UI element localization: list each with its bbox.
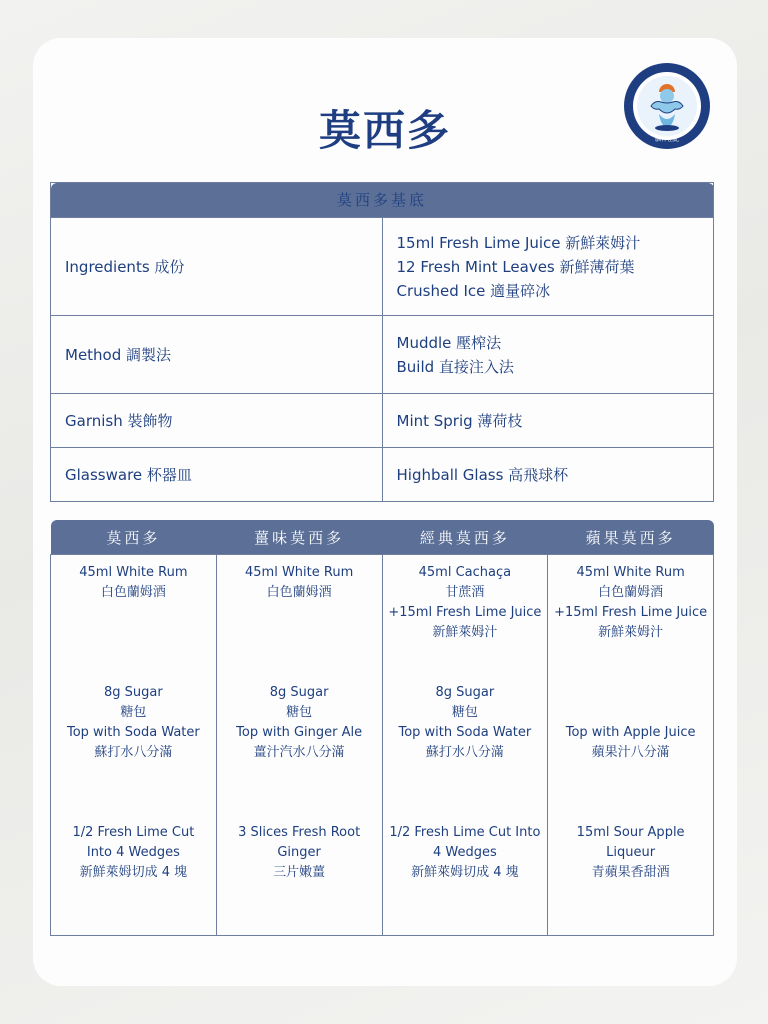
variant-line: Top with Ginger Ale <box>236 725 363 740</box>
variant-line: 新鮮萊姆切成 4 塊 <box>411 865 519 880</box>
genie-logo-icon <box>623 62 711 150</box>
variant-line: +15ml Fresh Lime Juice <box>388 605 542 620</box>
value-line: Muddle 壓榨法 <box>396 333 502 352</box>
variant-line: 白色蘭姆酒 <box>598 585 664 600</box>
variant-line: 蘇打水八分滿 <box>425 745 504 760</box>
variant-line: 糖包 <box>451 705 478 720</box>
variant-line: Top with Apple Juice <box>565 725 696 740</box>
logo-subtext: 腦神在此 <box>654 136 680 143</box>
variant-line: Liqueur <box>606 845 656 860</box>
variant-line: Ginger <box>277 845 321 860</box>
row-value <box>382 394 714 448</box>
variants-header-row <box>51 520 714 555</box>
garnish-block <box>385 823 546 883</box>
spirit-block <box>219 563 380 603</box>
variant-line: 45ml White Rum <box>576 565 685 580</box>
mixer-block <box>219 683 380 763</box>
variant-header: 蘋果莫西多 <box>548 520 714 555</box>
variant-line: 45ml White Rum <box>79 565 188 580</box>
variant-line: 糖包 <box>120 705 147 720</box>
variant-line: 15ml Sour Apple <box>576 825 685 840</box>
variant-header: 經典莫西多 <box>382 520 548 555</box>
spirit-block <box>550 563 711 643</box>
variant-cell <box>216 555 382 936</box>
variant-line: 45ml White Rum <box>245 565 354 580</box>
variant-line: Top with Soda Water <box>66 725 200 740</box>
mixer-block <box>385 683 546 763</box>
variant-cell <box>51 555 217 936</box>
base-section-header: 莫西多基底 <box>51 183 714 218</box>
value-line: Crushed Ice 適量碎冰 <box>396 281 551 300</box>
variant-line: 蘋果汁八分滿 <box>591 745 670 760</box>
variant-line <box>550 703 711 723</box>
spirit-block <box>53 563 214 603</box>
mixer-block <box>550 683 711 763</box>
variant-line: Into 4 Wedges <box>86 845 180 860</box>
value-line: 12 Fresh Mint Leaves 新鮮薄荷葉 <box>396 257 635 276</box>
variant-cell <box>548 555 714 936</box>
variant-line: 45ml Cachaça <box>418 565 512 580</box>
variant-line: Top with Soda Water <box>398 725 532 740</box>
table-row-ingredients <box>51 218 714 316</box>
variant-line: 新鮮萊姆汁 <box>598 625 664 640</box>
recipe-card <box>33 38 737 986</box>
variant-line: 8g Sugar <box>104 685 163 700</box>
garnish-block <box>53 823 214 883</box>
variant-line: 青蘋果香甜酒 <box>591 865 670 880</box>
base-recipe-table <box>50 182 714 502</box>
variant-line: 1/2 Fresh Lime Cut <box>72 825 195 840</box>
garnish-block <box>219 823 380 883</box>
variants-table <box>50 520 714 936</box>
variant-line: 1/2 Fresh Lime Cut Into <box>389 825 541 840</box>
variant-line: 白色蘭姆酒 <box>266 585 332 600</box>
spirit-block <box>385 563 546 643</box>
table-row-garnish <box>51 394 714 448</box>
variant-line: 糖包 <box>286 705 313 720</box>
garnish-block <box>550 823 711 883</box>
page-title: 莫西多 <box>318 106 451 155</box>
row-value <box>382 448 714 502</box>
value-line: 15ml Fresh Lime Juice 新鮮萊姆汁 <box>396 233 641 252</box>
table-row-method <box>51 316 714 394</box>
variant-line: 新鮮萊姆汁 <box>432 625 498 640</box>
variant-line <box>550 683 711 703</box>
variant-line: 薑汁汽水八分滿 <box>253 745 345 760</box>
row-value <box>382 316 714 394</box>
variants-body-row <box>51 555 714 936</box>
row-label: Ingredients 成份 <box>51 218 383 316</box>
value-line: Mint Sprig 薄荷枝 <box>396 411 523 430</box>
row-value <box>382 218 714 316</box>
row-label: Glassware 杯器皿 <box>51 448 383 502</box>
variant-line: 新鮮萊姆切成 4 塊 <box>79 865 188 880</box>
variant-line: 3 Slices Fresh Root <box>238 825 361 840</box>
variant-line: 白色蘭姆酒 <box>100 585 166 600</box>
variant-line: 8g Sugar <box>435 685 495 700</box>
variant-line: +15ml Fresh Lime Juice <box>554 605 708 620</box>
variant-line: 4 Wedges <box>432 845 497 860</box>
value-line: Highball Glass 高飛球杯 <box>396 465 569 484</box>
table-row-glassware <box>51 448 714 502</box>
variant-line: 8g Sugar <box>269 685 329 700</box>
mixer-block <box>53 683 214 763</box>
row-label: Garnish 裝飾物 <box>51 394 383 448</box>
variant-cell <box>382 555 548 936</box>
value-line: Build 直接注入法 <box>396 357 514 376</box>
variant-line: 甘蔗酒 <box>445 585 485 600</box>
variant-header: 莫西多 <box>51 520 217 555</box>
variant-line: 三片嫩薑 <box>273 865 326 880</box>
row-label: Method 調製法 <box>51 316 383 394</box>
variant-header: 薑味莫西多 <box>216 520 382 555</box>
variant-line: 蘇打水八分滿 <box>94 745 173 760</box>
